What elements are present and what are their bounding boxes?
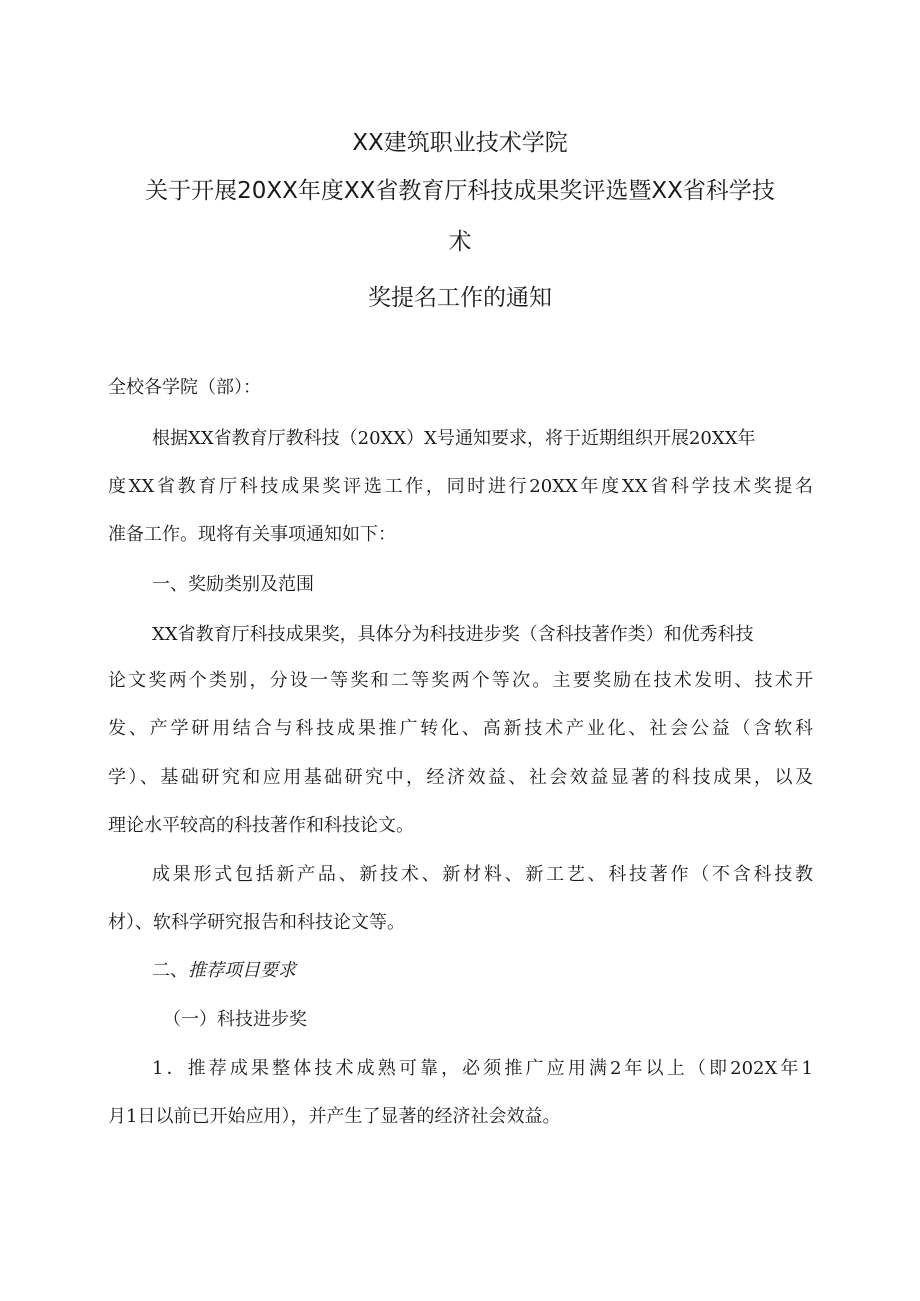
document-title-line-4: 奖提名工作的通知 — [368, 285, 552, 311]
section-1-para-1-line-5: 理论水平较高的科技著作和科技论文。 — [108, 815, 414, 836]
document-title-line-2: 关于开展20XX年度XX省教育厅科技成果奖评选暨XX省科学技 — [145, 178, 775, 204]
section-1-para-1-line-1: XX省教育厅科技成果奖，具体分为科技进步奖（含科技著作类）和优秀科技 — [152, 624, 754, 645]
item-1-line-2: 月1日以前已开始应用），并产生了显著的经济社会效益。 — [108, 1106, 561, 1127]
section-1-para-1-line-4: 学）、基础研究和应用基础研究中，经济效益、社会效益显著的科技成果，以及 — [108, 767, 813, 788]
document-title-line-1: XX建筑职业技术学院 — [352, 130, 568, 156]
section-1-para-2-line-2: 材）、软科学研究报告和科技论文等。 — [108, 912, 405, 933]
document-title-line-3: 术 — [448, 229, 472, 255]
item-1-line-1: 1．推荐成果整体技术成熟可靠，必须推广应用满2年以上（即202X年1 — [152, 1058, 813, 1079]
section-2-heading-prefix: 二、 — [152, 960, 188, 981]
intro-line-1: 根据XX省教育厅教科技（20XX）X号通知要求，将于近期组织开展20XX年 — [152, 428, 756, 449]
intro-line-2: 度XX省教育厅科技成果奖评选工作，同时进行20XX年度XX省科学技术奖提名 — [108, 476, 813, 497]
subsection-1-heading: （一）科技进步奖 — [163, 1009, 307, 1030]
section-1-para-2-line-1: 成果形式包括新产品、新技术、新材料、新工艺、科技著作（不含科技教 — [152, 864, 813, 885]
section-2-heading — [152, 958, 813, 984]
intro-line-3: 准备工作。现将有关事项通知如下： — [108, 524, 396, 545]
section-2-heading-text: 推荐项目要求 — [188, 960, 296, 981]
section-1-para-1-line-3: 发、产学研用结合与科技成果推广转化、高新技术产业化、社会公益（含软科 — [108, 718, 813, 739]
section-1-para-1-line-2: 论文奖两个类别，分设一等奖和二等奖两个等次。主要奖励在技术发明、技术开 — [108, 670, 813, 691]
salutation: 全校各学院（部）： — [108, 377, 261, 398]
section-1-heading: 一、奖励类别及范围 — [152, 574, 314, 595]
